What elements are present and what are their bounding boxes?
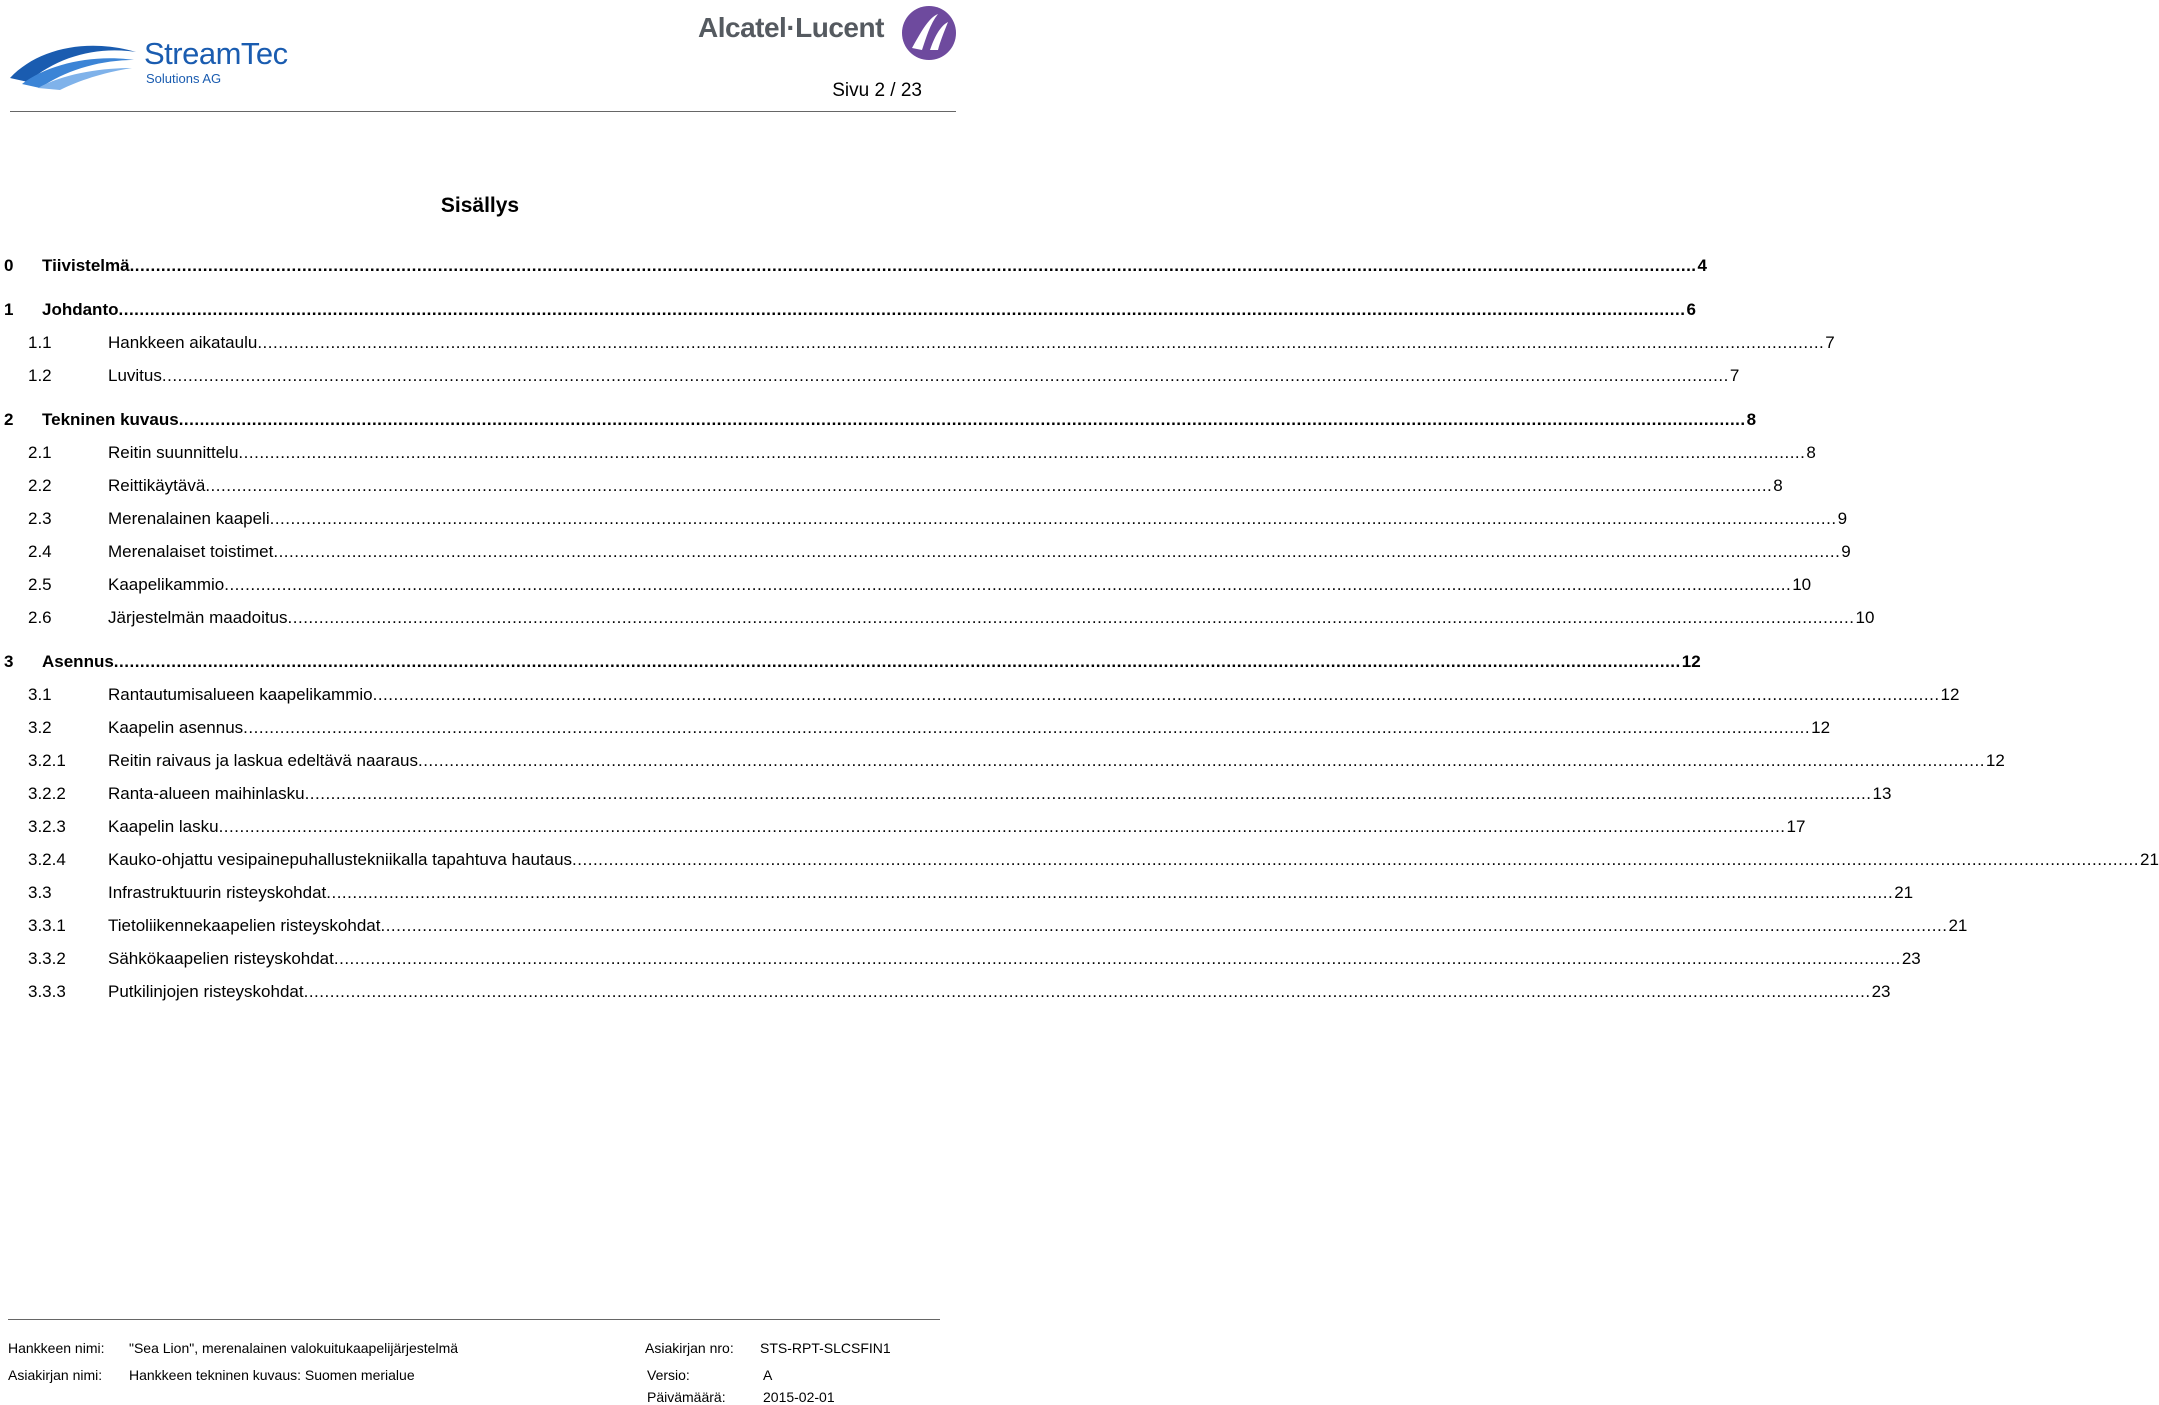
toc-entry-leader: ............................................................................................................................................................................................................................................................................................................	[326, 883, 1894, 902]
footer-version-label: Versio:	[647, 1367, 690, 1383]
toc-entry-page: 8	[1806, 443, 1816, 462]
toc-entry-page: 23	[1871, 982, 1891, 1001]
toc-entry-leader: ............................................................................................................................................................................................................................................................................................................	[287, 608, 1855, 627]
toc-entry-leader: ............................................................................................................................................................................................................................................................................................................	[243, 718, 1811, 737]
toc-entry[interactable]	[0, 916, 1968, 940]
footer-version-value: A	[763, 1367, 773, 1383]
toc-entry-title: Putkilinjojen risteyskohdat	[108, 982, 304, 1001]
toc-entry-number: 3.3.1	[28, 916, 66, 935]
toc-entry-page: 7	[1729, 366, 1740, 385]
toc-entry[interactable]	[0, 883, 1914, 907]
toc-entry-title: Tietoliikennekaapelien risteyskohdat	[108, 916, 381, 935]
toc-entry-number: 2.2	[28, 476, 52, 495]
toc-entry-title: Järjestelmän maadoitus	[108, 608, 288, 627]
page-header	[0, 0, 960, 115]
toc-entry-number: 3	[4, 652, 14, 671]
toc-entry-number: 3.2.1	[28, 751, 66, 770]
toc-entry[interactable]	[0, 751, 2005, 775]
footer-project-value: "Sea Lion", merenalainen valokuitukaapelijärjestelmä	[129, 1340, 459, 1356]
toc-entry-page: 12	[1940, 685, 1960, 704]
toc-entry-page: 12	[1681, 652, 1701, 671]
toc-entry-number: 2.1	[28, 443, 52, 462]
toc-entry-number: 2.6	[28, 608, 52, 627]
toc-entry-leader: ............................................................................................................................................................................................................................................................................................................	[238, 443, 1806, 462]
toc-entry-page: 8	[1746, 410, 1757, 429]
toc-entry-title: Kaapelikammio	[108, 575, 225, 594]
toc-entry-title: Reittikäytävä	[108, 476, 206, 495]
toc-entry-title: Kaapelin asennus	[108, 718, 244, 737]
alcatel-lucent-logo-name: Alcatel·Lucent	[698, 12, 884, 43]
toc-entry-leader: ............................................................................................................................................................................................................................................................................................................	[205, 476, 1773, 495]
toc-entry[interactable]	[0, 256, 1707, 280]
toc-entry-number: 2	[4, 410, 14, 429]
toc-entry-page: 7	[1825, 333, 1835, 352]
toc-entry[interactable]	[0, 542, 1851, 566]
toc-entry-leader: ............................................................................................................................................................................................................................................................................................................	[303, 982, 1871, 1001]
toc-entry-page: 4	[1697, 256, 1707, 275]
toc-entry-leader: ............................................................................................................................................................................................................................................................................................................	[333, 949, 1901, 968]
toc-entry-leader: ............................................................................................................................................................................................................................................................................................................	[218, 817, 1786, 836]
footer-date-label: Päivämäärä:	[647, 1389, 726, 1405]
toc-entry-title: Ranta-alueen maihinlasku	[108, 784, 305, 803]
toc-entry-page: 12	[1811, 718, 1831, 737]
toc-entry[interactable]	[0, 784, 1892, 808]
toc-entry-page: 17	[1786, 817, 1806, 836]
footer-date-value: 2015-02-01	[763, 1389, 835, 1405]
toc-entry-page: 21	[2140, 850, 2159, 869]
footer-project-label: Hankkeen nimi:	[8, 1340, 105, 1356]
toc-entry[interactable]	[0, 982, 1891, 1006]
toc-entry[interactable]	[0, 333, 1835, 357]
toc-entry-page: 21	[1948, 916, 1968, 935]
toc-entry-page: 23	[1901, 949, 1921, 968]
toc-entry-title: Rantautumisalueen kaapelikammio	[108, 685, 373, 704]
toc-entry-title: Kauko-ohjattu vesipainepuhallustekniikalla tapahtuva hautaus	[108, 850, 573, 869]
toc-entry-leader: ............................................................................................................................................................................................................................................................................................................	[269, 509, 1837, 528]
toc-entry-number: 0	[4, 256, 14, 275]
toc-entry-number: 2.5	[28, 575, 52, 594]
toc-entry-page: 8	[1773, 476, 1783, 495]
toc-entry-title: Hankkeen aikataulu	[108, 333, 258, 352]
toc-entry-leader: ............................................................................................................................................................................................................................................................................................................	[129, 256, 1697, 275]
toc-entry-title: Merenalaiset toistimet	[108, 542, 274, 561]
toc-entry-title: Sähkökaapelien risteyskohdat	[108, 949, 334, 968]
footer-doc-no-value: STS-RPT-SLCSFIN1	[760, 1340, 891, 1356]
toc-entry-number: 3.1	[28, 685, 52, 704]
toc-entry[interactable]	[0, 476, 1783, 500]
toc-entry-page: 21	[1894, 883, 1914, 902]
toc-entry-page: 12	[1985, 751, 2005, 770]
toc-entry-number: 3.3.3	[28, 982, 66, 1001]
toc-entry-number: 3.3	[28, 883, 52, 902]
toc-entry-leader: ............................................................................................................................................................................................................................................................................................................	[161, 366, 1729, 385]
toc-entry-page: 13	[1872, 784, 1892, 803]
streamtec-swoosh-icon	[8, 38, 138, 88]
toc-entry-number: 1.1	[28, 333, 52, 352]
toc-entry-number: 3.3.2	[28, 949, 66, 968]
toc-entry-number: 3.2	[28, 718, 52, 737]
toc-entry-page: 6	[1686, 300, 1696, 319]
toc-entry[interactable]	[0, 949, 1921, 973]
footer-doc-name-value: Hankkeen tekninen kuvaus: Suomen merialue	[129, 1367, 415, 1383]
footer-doc-no-label: Asiakirjan nro:	[645, 1340, 734, 1356]
toc-entry-title: Asennus	[42, 652, 114, 671]
toc-entry-page: 10	[1855, 608, 1875, 627]
toc-entry-leader: ............................................................................................................................................................................................................................................................................................................	[417, 751, 1985, 770]
toc-entry-title: Kaapelin lasku	[108, 817, 219, 836]
toc-entry-title: Merenalainen kaapeli	[108, 509, 270, 528]
footer-doc-name-label: Asiakirjan nimi:	[8, 1367, 103, 1383]
toc-entry[interactable]	[0, 817, 1806, 841]
toc-entry-number: 3.2.3	[28, 817, 66, 836]
streamtec-logo-sub: Solutions AG	[146, 71, 222, 86]
toc-entry-leader: ............................................................................................................................................................................................................................................................................................................	[380, 916, 1948, 935]
toc-entry-title: Luvitus	[108, 366, 162, 385]
toc-entry-leader: ............................................................................................................................................................................................................................................................................................................	[113, 652, 1681, 671]
toc-entry-leader: ............................................................................................................................................................................................................................................................................................................	[257, 333, 1825, 352]
toc-entry[interactable]	[0, 575, 1812, 599]
toc-entry[interactable]	[0, 443, 1816, 467]
toc-entry-leader: ............................................................................................................................................................................................................................................................................................................	[572, 850, 2139, 869]
toc-entry-leader: ............................................................................................................................................................................................................................................................................................................	[273, 542, 1841, 561]
toc-entry-title: Tiivistelmä	[42, 256, 130, 275]
streamtec-logo	[8, 30, 308, 100]
toc-entry-number: 3.2.2	[28, 784, 66, 803]
toc-entry[interactable]	[0, 509, 1848, 533]
toc-entry-leader: ............................................................................................................................................................................................................................................................................................................	[304, 784, 1872, 803]
toc-entry[interactable]	[0, 608, 1875, 632]
toc-entry-leader: ............................................................................................................................................................................................................................................................................................................	[224, 575, 1792, 594]
footer-rule	[8, 1319, 940, 1320]
toc-entry-leader: ............................................................................................................................................................................................................................................................................................................	[178, 410, 1746, 429]
toc-entry-number: 2.4	[28, 542, 52, 561]
streamtec-logo-name: StreamTec	[144, 36, 288, 71]
toc-entry-page: 9	[1837, 509, 1848, 528]
toc-entry-title: Johdanto	[42, 300, 119, 319]
header-rule	[10, 111, 956, 112]
toc-entry[interactable]	[0, 685, 1960, 709]
toc-entry-number: 1.2	[28, 366, 52, 385]
toc-entry-title: Tekninen kuvaus	[42, 410, 179, 429]
toc-entry[interactable]	[0, 850, 2159, 874]
toc-title: Sisällys	[440, 194, 520, 217]
toc-entry-number: 3.2.4	[28, 850, 66, 869]
toc-entry-leader: ............................................................................................................................................................................................................................................................................................................	[372, 685, 1940, 704]
toc-entry[interactable]	[0, 366, 1740, 390]
alcatel-lucent-mark-icon	[900, 4, 958, 62]
page-number: Sivu 2 / 23	[832, 80, 922, 101]
toc-entry[interactable]	[0, 718, 1831, 742]
toc-entry-leader: ............................................................................................................................................................................................................................................................................................................	[118, 300, 1686, 319]
toc-entry-page: 10	[1792, 575, 1812, 594]
toc-entry-number: 1	[4, 300, 14, 319]
toc-entry-number: 2.3	[28, 509, 52, 528]
toc-entry[interactable]	[0, 410, 1757, 434]
toc-entry-page: 9	[1841, 542, 1851, 561]
toc-entry[interactable]	[0, 300, 1696, 324]
toc-entry-title: Reitin raivaus ja laskua edeltävä naaraus	[108, 751, 418, 770]
toc-entry-title: Infrastruktuurin risteyskohdat	[108, 883, 327, 902]
alcatel-lucent-logo	[698, 4, 960, 60]
toc-entry[interactable]	[0, 652, 1701, 676]
toc-entry-title: Reitin suunnittelu	[108, 443, 239, 462]
